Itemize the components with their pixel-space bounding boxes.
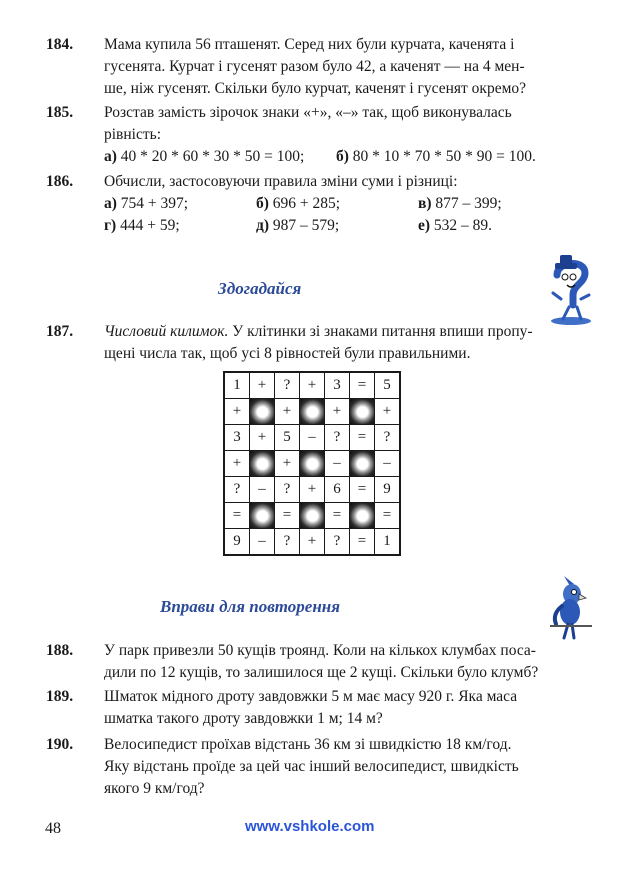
item-text: 532 – 89. <box>433 217 493 234</box>
grid-cell: 6 <box>325 477 350 503</box>
item-label: б) <box>256 195 269 212</box>
items-row <box>104 215 594 237</box>
grid-bubble-cell <box>250 451 275 477</box>
exercise-number: 187. <box>46 323 74 340</box>
text-line: дили по 12 кущів, то залишилося ще 2 кущі. Скільки було клумб? <box>104 664 539 681</box>
grid-cell: 3 <box>224 425 250 451</box>
grid-missing-cell[interactable]: ? <box>224 477 250 503</box>
grid-cell: = <box>375 503 401 529</box>
grid-cell: + <box>275 399 300 425</box>
text-line: шматка такого дроту завдовжки 1 м; 14 м? <box>104 710 383 727</box>
text-line: Розстав замість зірочок знаки «+», «–» так, щоб виконувалась <box>104 104 512 121</box>
exercise-189 <box>46 686 594 730</box>
text-line: Мама купила 56 пташенят. Серед них були курчата, каченята і <box>104 36 515 53</box>
exercise-185 <box>46 102 594 168</box>
item-text: 877 – 399; <box>435 195 502 212</box>
grid-bubble-cell <box>250 399 275 425</box>
grid-row <box>224 399 400 425</box>
exercise-number: 185. <box>46 104 74 121</box>
grid-cell: + <box>250 372 275 399</box>
grid-row <box>224 503 400 529</box>
grid-cell: – <box>325 451 350 477</box>
exercise-186 <box>46 171 594 237</box>
grid-cell: 1 <box>224 372 250 399</box>
grid-cell: + <box>275 451 300 477</box>
grid-row <box>224 451 400 477</box>
grid-cell: + <box>224 451 250 477</box>
grid-cell: – <box>300 425 325 451</box>
text-line: Яку відстань проїде за цей час інший велосипедист, швидкість <box>104 758 519 775</box>
grid-cell: 5 <box>275 425 300 451</box>
text-line: У парк привезли 50 кущів троянд. Коли на кількох клумбах поса- <box>104 642 536 659</box>
grid-cell: – <box>250 477 275 503</box>
text-line: Шматок мідного дроту завдовжки 5 м має масу 920 г. Яка маса <box>104 688 518 705</box>
exercise-184 <box>46 34 594 100</box>
grid-missing-cell[interactable]: ? <box>275 477 300 503</box>
exercise-number: 190. <box>46 736 74 753</box>
item <box>418 193 502 215</box>
exercise-187 <box>46 321 594 365</box>
grid-row <box>224 425 400 451</box>
item-text: 80 * 10 * 70 * 50 * 90 = 100. <box>352 148 536 165</box>
items-row <box>104 146 594 168</box>
grid-row <box>224 372 400 399</box>
item-label: б) <box>336 148 349 165</box>
exercise-number: 189. <box>46 688 74 705</box>
grid-cell: = <box>325 503 350 529</box>
website-link[interactable]: www.vshkole.com <box>245 818 375 835</box>
grid-cell: 1 <box>375 529 401 556</box>
item-text: 444 + 59; <box>120 217 180 234</box>
grid-cell: – <box>375 451 401 477</box>
grid-bubble-cell <box>350 503 375 529</box>
item-label: е) <box>418 217 431 234</box>
grid-cell: = <box>350 425 375 451</box>
item-text: 987 – 579; <box>272 217 340 234</box>
text-line: Велосипедист проїхав відстань 36 км зі швидкістю 18 км/год. <box>104 736 512 753</box>
exercise-number: 186. <box>46 173 74 190</box>
grid-cell: = <box>350 529 375 556</box>
text-line: якого 9 км/год? <box>104 780 205 797</box>
grid-cell: – <box>250 529 275 556</box>
item <box>418 215 492 237</box>
text-fragment: У клітинки зі знаками питання впиши пропу- <box>232 323 533 340</box>
grid-missing-cell[interactable]: ? <box>325 529 350 556</box>
item-text: 754 + 397; <box>120 195 189 212</box>
item <box>104 215 256 237</box>
items-row <box>104 193 594 215</box>
item-label: а) <box>104 195 117 212</box>
item <box>104 146 336 168</box>
text-line: Обчисли, застосовуючи правила зміни суми і різниці: <box>104 173 458 190</box>
parrot-icon <box>546 576 596 642</box>
section-heading-guess: Здогадайся <box>218 279 302 298</box>
text-line: гусенята. Курчат і гусенят разом було 42, а каченят — на 4 мен- <box>104 58 525 75</box>
grid-bubble-cell <box>300 503 325 529</box>
text-line: щені числа так, щоб усі 8 рівностей були правильними. <box>104 345 471 362</box>
page-number: 48 <box>45 820 61 837</box>
grid-cell: + <box>300 529 325 556</box>
exercise-number: 188. <box>46 642 74 659</box>
grid-cell: + <box>224 399 250 425</box>
item <box>104 193 256 215</box>
item-text: 40 * 20 * 60 * 30 * 50 = 100; <box>120 148 305 165</box>
item-label: г) <box>104 217 117 234</box>
item-text: 696 + 285; <box>272 195 341 212</box>
item <box>256 215 418 237</box>
grid-cell: = <box>275 503 300 529</box>
grid-cell: + <box>250 425 275 451</box>
grid-cell: 3 <box>325 372 350 399</box>
grid-cell: 5 <box>375 372 401 399</box>
grid-cell: + <box>375 399 401 425</box>
grid-missing-cell[interactable]: ? <box>275 372 300 399</box>
section-heading-review: Вправи для повторення <box>160 597 340 616</box>
grid-cell: = <box>350 477 375 503</box>
exercise-title: Числовий килимок. <box>104 323 229 340</box>
grid-cell: 9 <box>224 529 250 556</box>
grid-bubble-cell <box>250 503 275 529</box>
exercise-number: 184. <box>46 36 74 53</box>
grid-row <box>224 477 400 503</box>
item-label: а) <box>104 148 117 165</box>
text-line <box>104 321 594 343</box>
grid-missing-cell[interactable]: ? <box>375 425 401 451</box>
grid-cell: 9 <box>375 477 401 503</box>
grid-missing-cell[interactable]: ? <box>275 529 300 556</box>
exercise-188 <box>46 640 594 684</box>
grid-bubble-cell <box>350 399 375 425</box>
grid-cell: = <box>350 372 375 399</box>
grid-cell: + <box>300 372 325 399</box>
grid-cell: + <box>325 399 350 425</box>
number-carpet-grid <box>223 371 401 556</box>
grid-bubble-cell <box>350 451 375 477</box>
item-label: д) <box>256 217 270 234</box>
grid-row <box>224 529 400 556</box>
text-line: ше, ніж гусенят. Скільки було курчат, каченят і гусенят окремо? <box>104 80 527 97</box>
text-line: рівність: <box>104 126 162 143</box>
grid-bubble-cell <box>300 451 325 477</box>
grid-bubble-cell <box>300 399 325 425</box>
item <box>256 193 418 215</box>
exercise-190 <box>46 734 594 800</box>
grid-cell: = <box>224 503 250 529</box>
item-label: в) <box>418 195 432 212</box>
question-mark-character-icon <box>543 255 599 327</box>
item <box>336 146 536 168</box>
grid-missing-cell[interactable]: ? <box>325 425 350 451</box>
grid-cell: + <box>300 477 325 503</box>
